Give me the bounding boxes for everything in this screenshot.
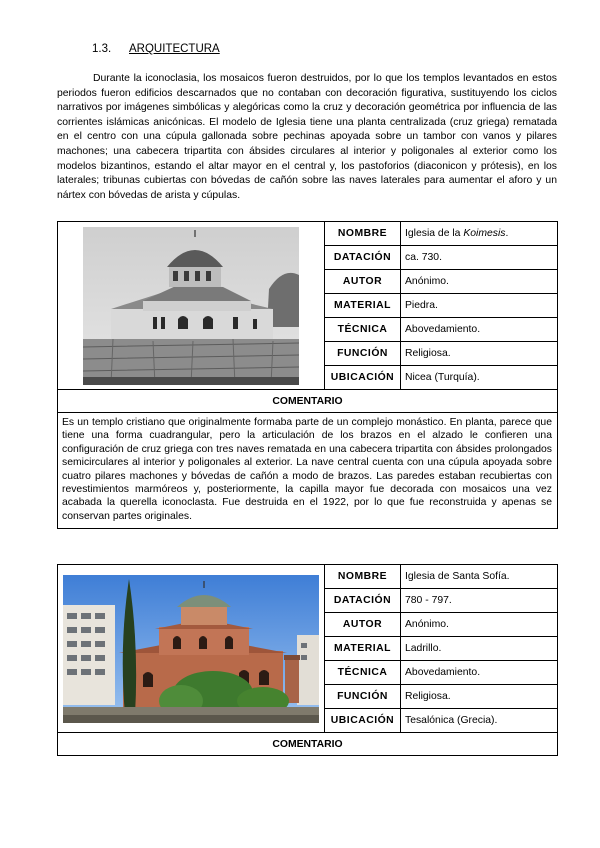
label-material: MATERIAL [325, 294, 401, 318]
label-datacion: DATACIÓN [325, 589, 401, 613]
label-autor: AUTOR [325, 270, 401, 294]
value-material: Piedra. [401, 294, 558, 318]
photo-cell-santa-sofia [58, 565, 325, 733]
nombre-text: Iglesia de la [405, 228, 464, 239]
value-material: Ladrillo. [401, 637, 558, 661]
comentario-text: Es un templo cristiano que originalmente formaba parte de un complejo monástico. En planta, parece que tiene una forma cuadrangular, pero la articulación de los brazos en el alzado le confieren una configuración de cruz griega con tres naves rematada en una cabecera tripartita con ábsides prolongados semicirculares al interior y poligonales al exterior. La nave central cuenta con una cúpula apoyada sobre cuatro pilares machones y bóvedas de cañón a modo de brazos. Las paredes estaban recubiertas con revestimientos marmóreos y, posteriormente, la capilla mayor fue decorada con mosaicos una vez acabada la querella iconoclasta. Fue destruida en el 1922, por lo que fue reconstruida y apenas se conservan partes originales. [58, 413, 558, 529]
value-datacion: 780 - 797. [401, 589, 558, 613]
photo-koimesis-church [83, 227, 299, 385]
label-comentario: COMENTARIO [58, 733, 558, 756]
value-ubicacion: Nicea (Turquía). [401, 366, 558, 390]
value-funcion: Religiosa. [401, 342, 558, 366]
label-funcion: FUNCIÓN [325, 342, 401, 366]
value-nombre: Iglesia de Santa Sofía. [401, 565, 558, 589]
value-datacion: ca. 730. [401, 246, 558, 270]
label-nombre: NOMBRE [325, 565, 401, 589]
label-comentario: COMENTARIO [58, 390, 558, 413]
artwork-card-koimesis [57, 221, 558, 529]
value-ubicacion: Tesalónica (Grecia). [401, 709, 558, 733]
section-number: 1.3. [92, 43, 112, 55]
value-tecnica: Abovedamiento. [401, 661, 558, 685]
value-autor: Anónimo. [401, 613, 558, 637]
section-heading [92, 43, 220, 55]
label-datacion: DATACIÓN [325, 246, 401, 270]
label-ubicacion: UBICACIÓN [325, 366, 401, 390]
value-tecnica: Abovedamiento. [401, 318, 558, 342]
value-autor: Anónimo. [401, 270, 558, 294]
intro-paragraph [57, 72, 557, 203]
nombre-suffix: . [505, 228, 509, 239]
artwork-card-santa-sofia [57, 564, 558, 756]
value-funcion: Religiosa. [401, 685, 558, 709]
label-tecnica: TÉCNICA [325, 318, 401, 342]
section-title: ARQUITECTURA [129, 43, 220, 55]
label-tecnica: TÉCNICA [325, 661, 401, 685]
label-funcion: FUNCIÓN [325, 685, 401, 709]
photo-santa-sofia-church [63, 575, 319, 723]
label-material: MATERIAL [325, 637, 401, 661]
intro-text: Durante la iconoclasia, los mosaicos fueron destruidos, por lo que los templos levantados en estos periodos fueron edificios descarnados que no contaban con decoración figurativa, sustituyendo los ciclos narrativos por imágenes simbólicas y alegóricas como la cruz y decoración geométrica por influencia de las corrientes islámicas anicónicas. El modelo de Iglesia tiene una planta centralizada (cruz griega) rematada en el centro con una cúpula gallonada sobre pechinas apoyada sobre un tambor con vanos y pilares machones; una cabecera tripartita con ábsides circulares al interior y poligonales al exterior como los modelos bizantinos, estando el altar mayor en el central y, los pastoforios (diaconicon y prótesis), en los laterales; tribunas cubiertas con bóvedas de cañón sobre las naves laterales para aumentar el aforo y un nártex con bóvedas de arista y cúpulas. [57, 73, 557, 201]
label-ubicacion: UBICACIÓN [325, 709, 401, 733]
value-nombre [401, 222, 558, 246]
photo-cell-koimesis [58, 222, 325, 390]
nombre-emphasis: Koimesis [463, 228, 506, 239]
label-nombre: NOMBRE [325, 222, 401, 246]
label-autor: AUTOR [325, 613, 401, 637]
